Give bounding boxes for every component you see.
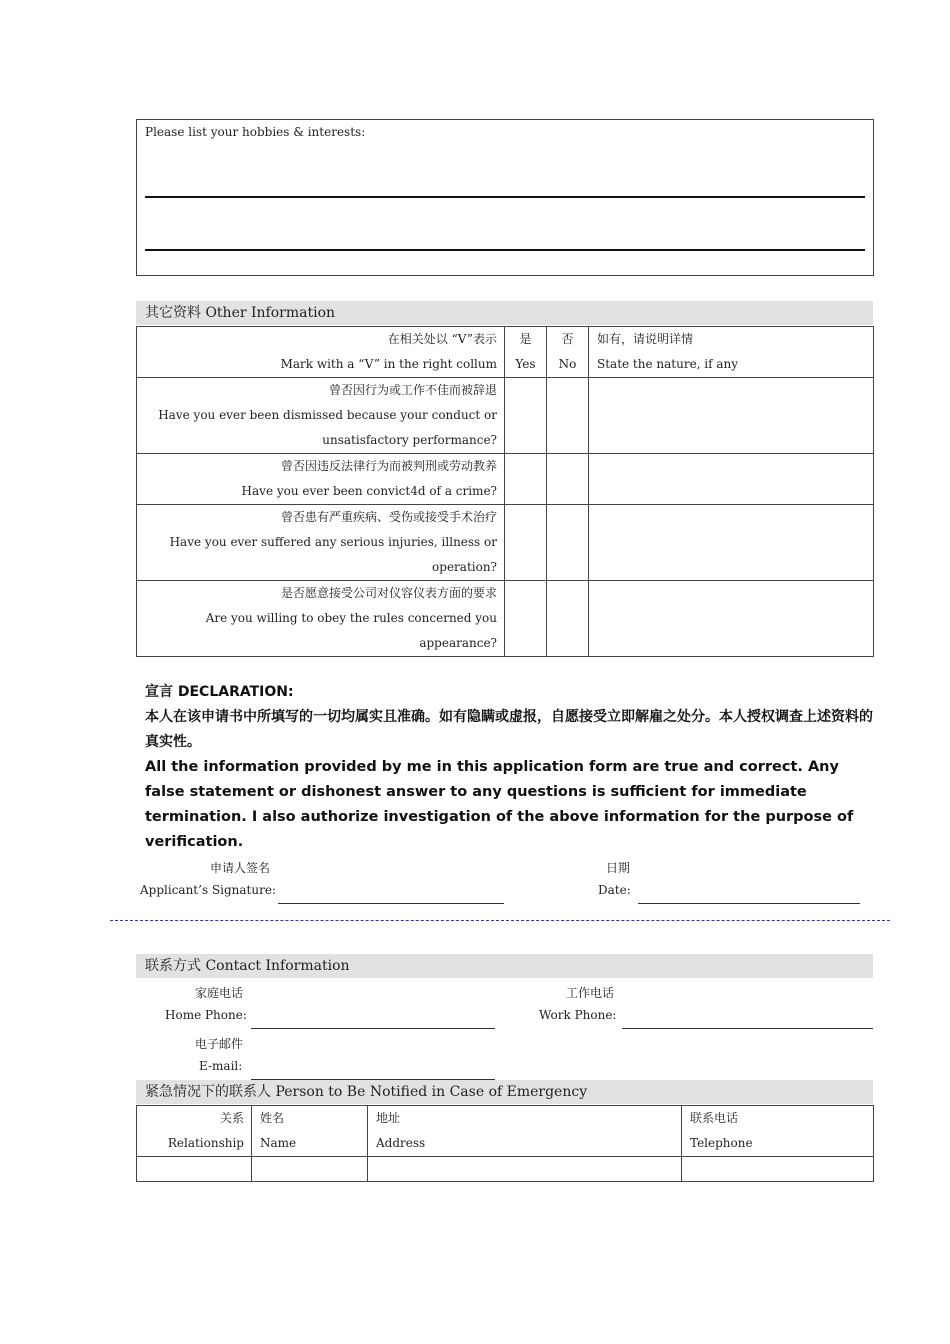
yes-cell[interactable]	[505, 581, 547, 657]
yes-cell[interactable]	[505, 378, 547, 454]
address-en: Address	[376, 1136, 426, 1150]
question-row-illness	[137, 505, 874, 581]
telephone-en: Telephone	[690, 1136, 753, 1150]
emergency-entry-row	[137, 1157, 874, 1182]
work-phone-line[interactable]	[622, 1028, 873, 1029]
home-phone-label-cn: 家庭电话	[195, 986, 244, 1000]
name-en: Name	[260, 1136, 297, 1150]
signature-label-cn: 申请人签名	[210, 861, 271, 875]
relationship-en: Relationship	[167, 1136, 244, 1150]
home-phone-line[interactable]	[251, 1028, 495, 1029]
relationship-cn: 关系	[219, 1111, 244, 1125]
yes-en: Yes	[515, 357, 536, 371]
question-en-cont: unsatisfactory performance?	[322, 433, 497, 447]
email-label-en: E-mail:	[199, 1059, 243, 1073]
name-cn: 姓名	[260, 1111, 285, 1125]
hobbies-line-2[interactable]	[145, 249, 865, 251]
question-en: Have you ever suffered any serious injuries, illness or	[169, 535, 497, 549]
email-label-cn: 电子邮件	[195, 1037, 244, 1051]
address-cell[interactable]	[368, 1157, 682, 1182]
details-cell[interactable]	[589, 454, 874, 505]
cut-line	[110, 920, 890, 921]
question-row-convicted	[137, 454, 874, 505]
hobbies-line-1[interactable]	[145, 196, 865, 198]
question-row-dismissed	[137, 378, 874, 454]
no-cell[interactable]	[547, 581, 589, 657]
date-line[interactable]	[638, 903, 860, 904]
no-cell[interactable]	[547, 505, 589, 581]
no-cell[interactable]	[547, 378, 589, 454]
date-label-en: Date:	[598, 883, 631, 897]
question-cn: 是否愿意接受公司对仪容仪表方面的要求	[280, 586, 497, 600]
other-info-band: 其它资料 Other Information	[136, 301, 873, 325]
declaration-title: 宣言 DECLARATION:	[145, 684, 294, 700]
question-en-cont: operation?	[432, 560, 497, 574]
question-cn: 曾否因行为或工作不佳而被辞退	[328, 383, 497, 397]
mark-cn: 在相关处以 “V”表示	[387, 332, 497, 346]
signature-label-en: Applicant’s Signature:	[140, 883, 276, 897]
relationship-cell[interactable]	[137, 1157, 252, 1182]
emergency-band: 紧急情况下的联系人 Person to Be Notified in Case of Emergency	[136, 1080, 873, 1104]
other-info-table	[136, 326, 874, 657]
details-cell[interactable]	[589, 581, 874, 657]
name-cell[interactable]	[252, 1157, 368, 1182]
state-en: State the nature, if any	[597, 357, 739, 371]
question-en-cont: appearance?	[419, 636, 497, 650]
question-row-appearance	[137, 581, 874, 657]
emergency-header-row	[137, 1106, 874, 1157]
yes-cell[interactable]	[505, 454, 547, 505]
emergency-table	[136, 1105, 874, 1182]
other-info-header-row	[137, 327, 874, 378]
question-en: Have you ever been dismissed because your conduct or	[158, 408, 497, 422]
details-cell[interactable]	[589, 505, 874, 581]
no-cell[interactable]	[547, 454, 589, 505]
declaration	[145, 680, 875, 855]
work-phone-label-en: Work Phone:	[539, 1008, 617, 1022]
telephone-cell[interactable]	[682, 1157, 874, 1182]
yes-cn: 是	[519, 332, 532, 346]
declaration-cn: 本人在该申请书中所填写的一切均属实且准确。如有隐瞒或虚报，自愿接受立即解雇之处分。本人授权调查上述资料的真实性。	[145, 709, 873, 750]
question-cn: 曾否患有严重疾病、受伤或接受手术治疗	[280, 510, 497, 524]
hobbies-box	[136, 119, 874, 276]
hobbies-label: Please list your hobbies & interests:	[145, 125, 366, 139]
question-en: Are you willing to obey the rules concerned you	[205, 611, 497, 625]
no-cn: 否	[561, 332, 574, 346]
question-en: Have you ever been convict4d of a crime?	[241, 484, 497, 498]
no-en: No	[558, 357, 577, 371]
question-cn: 曾否因违反法律行为而被判刑或劳动教养	[280, 459, 497, 473]
address-cn: 地址	[376, 1111, 401, 1125]
home-phone-label-en: Home Phone:	[165, 1008, 247, 1022]
declaration-en: All the information provided by me in this application form are true and correct. Any false statement or dishonest answer to any questions is sufficient for immediate termination. I also authorize investigation of the above information for the purpose of verification.	[145, 759, 854, 850]
mark-en: Mark with a “V” in the right collum	[280, 357, 497, 371]
date-label-cn: 日期	[606, 861, 631, 875]
work-phone-label-cn: 工作电话	[566, 986, 615, 1000]
signature-line[interactable]	[278, 903, 504, 904]
yes-cell[interactable]	[505, 505, 547, 581]
contact-info-band: 联系方式 Contact Information	[136, 954, 873, 978]
state-cn: 如有，请说明详情	[597, 332, 694, 346]
telephone-cn: 联系电话	[690, 1111, 739, 1125]
details-cell[interactable]	[589, 378, 874, 454]
